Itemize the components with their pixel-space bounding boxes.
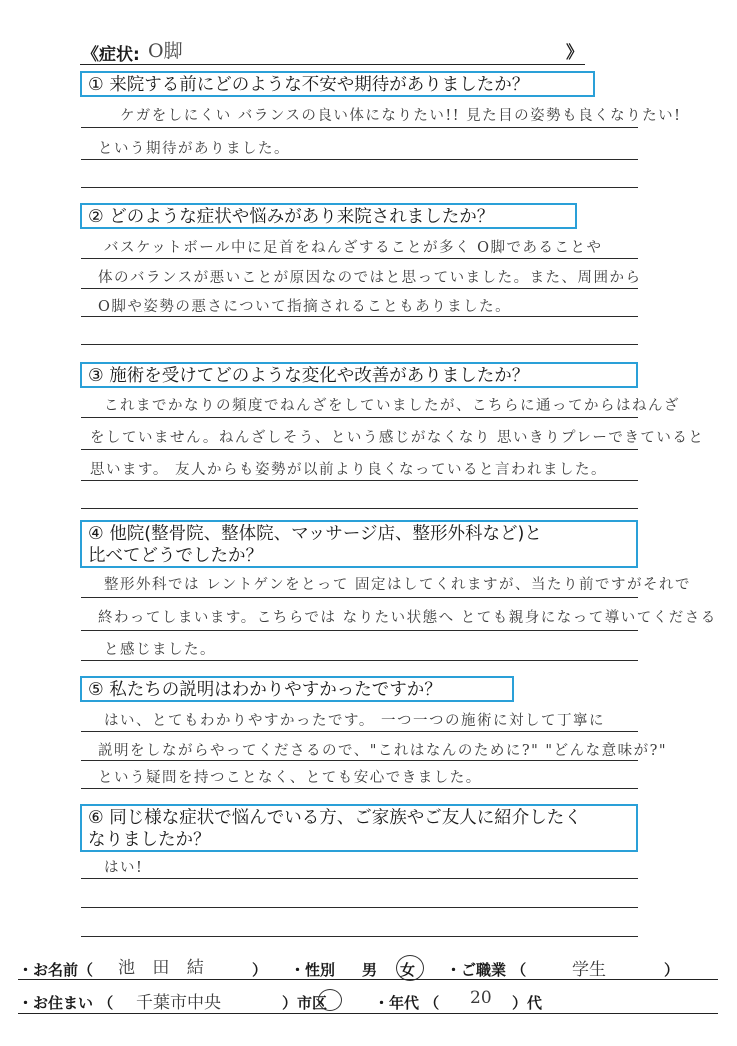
age-label: ・年代 （ [374, 994, 440, 1012]
address-value: 千葉市中央 [136, 993, 221, 1013]
ruled-line [81, 316, 638, 317]
ruled-line [81, 630, 638, 631]
name-label: ・お名前（ [18, 961, 94, 979]
ruled-line [81, 597, 638, 598]
answer-1-line-1: ケガをしにくい バランスの良い体になりたい!! 見た目の姿勢も良くなりたい! [120, 108, 682, 124]
answer-3-line-1: これまでかなりの頻度でねんざをしていましたが、こちらに通ってからはねんざ [104, 398, 680, 414]
gender-female: 女 [400, 961, 416, 979]
address-label: ・お住まい （ [18, 994, 114, 1012]
question-4-label: ④ 他院(整骨院、整体院、マッサージ店、整形外科など)と 比べてどうでしたか？ [80, 520, 638, 568]
occupation-label: ・ご職業 （ [446, 961, 527, 979]
ruled-line [81, 127, 638, 128]
ruled-line [81, 878, 638, 879]
answer-5-line-2: 説明をしながらやってくださるので、"これはなんのために?" "どんな意味が?" [98, 743, 668, 759]
footer-rule [18, 1013, 718, 1014]
question-5-label: ⑤ 私たちの説明はわかりやすかったですか？ [80, 676, 514, 702]
age-close-suffix: ）代 [512, 994, 543, 1012]
occupation-close-bracket: ） [664, 961, 680, 979]
ruled-line [81, 660, 638, 661]
ruled-line [81, 936, 638, 937]
answer-2-line-1: バスケットボール中に足首をねんざすることが多く O脚であることや [104, 240, 603, 256]
name-value: 池 田 結 [118, 958, 210, 978]
ruled-line [81, 159, 638, 160]
ruled-line [81, 449, 638, 450]
answer-3-line-3: 思います。 友人からも姿勢が以前より良くなっていると言われました。 [90, 462, 607, 478]
ruled-line [81, 480, 638, 481]
address-ward-circle [318, 989, 342, 1011]
answer-1-line-2: という期待がありました。 [98, 141, 290, 157]
answer-2-line-3: O脚や姿勢の悪さについて指摘されることもありました。 [98, 299, 512, 315]
ruled-line [81, 508, 638, 509]
ruled-line [81, 731, 638, 732]
ruled-line [81, 187, 638, 188]
gender-label: ・性別 [290, 961, 336, 979]
answer-3-line-2: をしていません。ねんざしそう、という感じがなくなり 思いきりプレーできていると [90, 430, 705, 446]
answer-5-line-1: はい、とてもわかりやすかったです。 一つ一つの施術に対して丁寧に [104, 713, 605, 729]
ruled-line [81, 417, 638, 418]
gender-male: 男 [362, 961, 378, 979]
name-close-bracket: ） [252, 961, 268, 979]
age-value: 20 [470, 988, 492, 1008]
answer-4-line-3: と感じました。 [104, 642, 216, 658]
ruled-line [81, 788, 638, 789]
answer-6-line-1: はい! [104, 860, 144, 876]
ruled-line [81, 258, 638, 259]
symptom-close-bracket: 》 [566, 43, 583, 63]
question-6-label: ⑥ 同じ様な症状で悩んでいる方、ご家族やご友人に紹介したく なりましたか？ [80, 804, 638, 852]
ruled-line [81, 907, 638, 908]
ruled-line [81, 288, 638, 289]
question-3-label: ③ 施術を受けてどのような変化や改善がありましたか？ [80, 362, 638, 388]
occupation-value: 学生 [572, 960, 606, 980]
symptom-underline [80, 64, 585, 65]
question-1-label: ① 来院する前にどのような不安や期待がありましたか？ [80, 71, 595, 97]
symptom-value: O脚 [148, 40, 183, 62]
ruled-line [81, 344, 638, 345]
answer-4-line-2: 終わってしまいます。こちらでは なりたい状態へ とても親身になって導いてくださる [98, 610, 717, 626]
ruled-line [81, 760, 638, 761]
answer-4-line-1: 整形外科では レントゲンをとって 固定はしてくれますが、当たり前ですがそれで [104, 577, 691, 593]
footer-rule [18, 979, 718, 980]
question-2-label: ② どのような症状や悩みがあり来院されましたか？ [80, 203, 577, 229]
answer-2-line-2: 体のバランスが悪いことが原因なのではと思っていました。また、周囲から [98, 270, 642, 286]
address-city-suffix: ）市区 [282, 994, 328, 1012]
symptom-label: 《症状: [82, 45, 140, 65]
answer-5-line-3: という疑問を持つことなく、とても安心できました。 [98, 770, 482, 786]
